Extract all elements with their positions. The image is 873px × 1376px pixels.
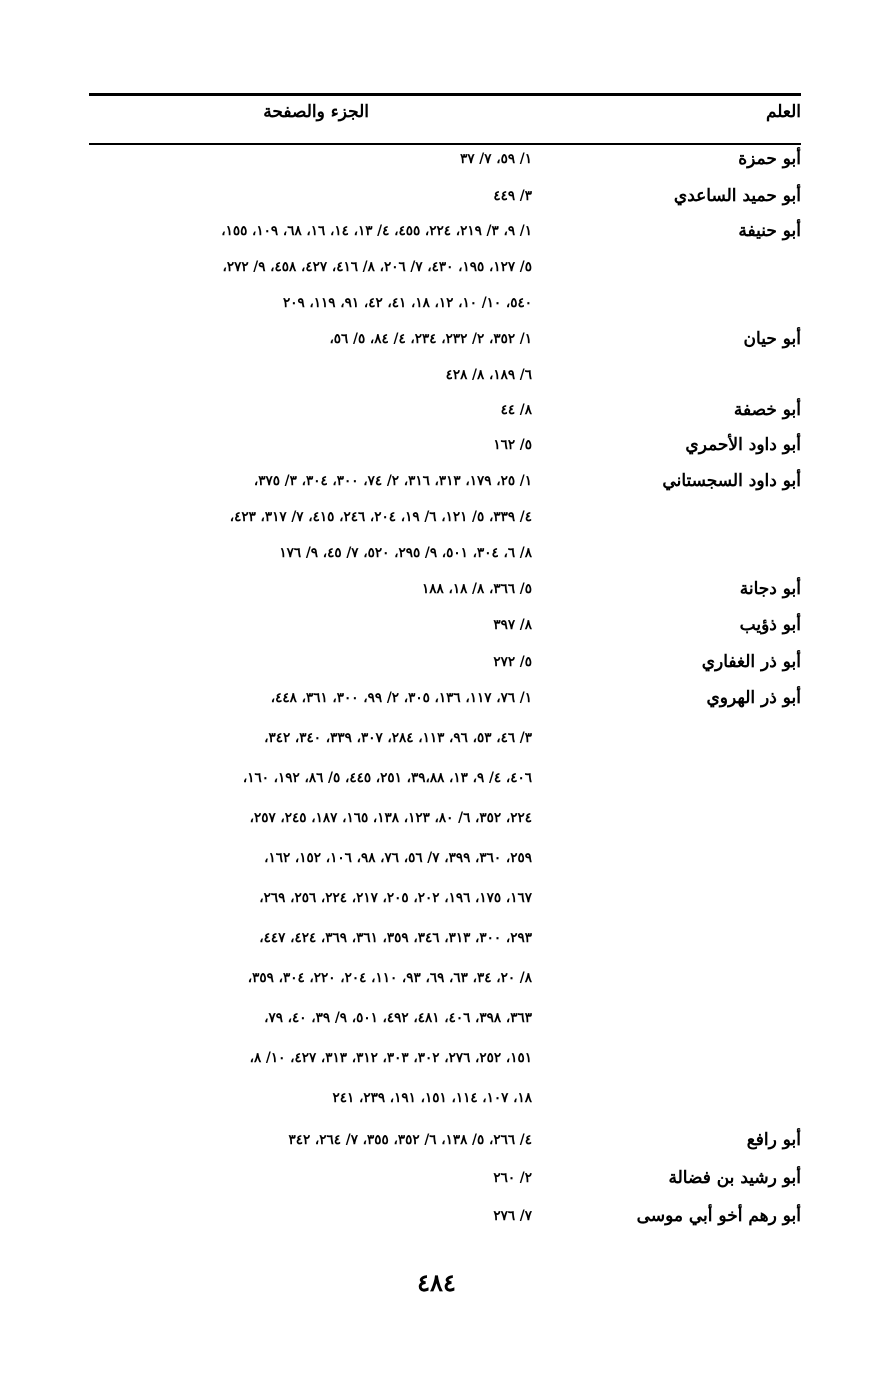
volume-page-refs: ٨/ ٤٤	[500, 402, 532, 418]
person-name: أبو حميد الساعدي	[673, 186, 801, 206]
table-row	[89, 1125, 801, 1155]
volume-page-refs: ٢/ ٢٦٠	[493, 1170, 532, 1186]
table-row	[89, 647, 801, 677]
person-name: أبو داود الأحمري	[685, 435, 801, 455]
person-name: أبو دجانة	[739, 579, 801, 599]
table-row	[89, 324, 801, 354]
table-row	[89, 803, 801, 833]
volume-page-refs: ١/ ٩، ٣/ ٢١٩، ٢٢٤، ٤٥٥، ٤/ ١٣، ١٤، ١٦، ٦٨، ١٠٩، ١٥٥،	[221, 223, 532, 239]
table-row	[89, 883, 801, 913]
volume-page-refs: ٢٢٤، ٣٥٢، ٦/ ٨٠، ١٢٣، ١٣٨، ١٦٥، ١٨٧، ٢٤٥، ٢٥٧،	[249, 810, 532, 826]
table-row	[89, 288, 801, 318]
volume-page-refs: ١/ ٥٩، ٧/ ٣٧	[460, 151, 532, 167]
volume-page-refs: ١/ ٢٥، ١٧٩، ٣١٣، ٣١٦، ٢/ ٧٤، ٣٠٠، ٣٠٤، ٣/ ٣٧٥،	[253, 473, 532, 489]
person-name: أبو داود السجستاني	[662, 471, 801, 491]
person-name: أبو رافع	[746, 1130, 801, 1150]
table-row	[89, 181, 801, 211]
table-row	[89, 430, 801, 460]
person-name: أبو خصفة	[733, 400, 801, 420]
volume-page-refs: ٨/ ٢٠، ٣٤، ٦٣، ٦٩، ٩٣، ١١٠، ٢٠٤، ٢٢٠، ٣٠٤، ٣٥٩،	[247, 970, 532, 986]
volume-page-refs: ٣/ ٤٦، ٥٣، ٩٦، ١١٣، ٢٨٤، ٣٠٧، ٣٣٩، ٣٤٠، ٣٤٢،	[264, 730, 532, 746]
volume-page-refs: ٥/ ١٦٢	[493, 437, 532, 453]
volume-page-refs: ٣/ ٤٤٩	[493, 188, 532, 204]
table-row	[89, 574, 801, 604]
volume-page-refs: ٥/ ٢٧٢	[493, 654, 532, 670]
table-row	[89, 1083, 801, 1113]
table-row	[89, 923, 801, 953]
volume-page-refs: ٨/ ٦، ٣٠٤، ٥٠١، ٩/ ٢٩٥، ٥٢٠، ٧/ ٤٥، ٩/ ١٧٦	[279, 545, 532, 561]
person-name: أبو حيان	[743, 329, 801, 349]
table-row	[89, 252, 801, 282]
volume-page-refs: ٤/ ٢٦٦، ٥/ ١٣٨، ٦/ ٣٥٢، ٣٥٥، ٧/ ٢٦٤، ٣٤٢	[288, 1132, 532, 1148]
volume-page-refs: ٦/ ١٨٩، ٨/ ٤٢٨	[445, 367, 532, 383]
volume-page-refs: ٤٠٦، ٤/ ٩، ١٣، ٣٩،٨٨، ٢٥١، ٤٤٥، ٥/ ٨٦، ١٩٢، ١٦٠،	[242, 770, 532, 786]
table-row	[89, 1043, 801, 1073]
table-row	[89, 763, 801, 793]
volume-page-refs: ١٦٧، ١٧٥، ١٩٦، ٢٠٢، ٢٠٥، ٢١٧، ٢٢٤، ٢٥٦، ٢٦٩،	[259, 890, 532, 906]
table-row	[89, 963, 801, 993]
table-row	[89, 843, 801, 873]
person-name: أبو ذر الهروي	[706, 688, 801, 708]
table-row	[89, 144, 801, 174]
volume-page-refs: ٥/ ١٢٧، ١٩٥، ٤٣٠، ٧/ ٢٠٦، ٨/ ٤١٦، ٤٢٧، ٤٥٨، ٩/ ٢٧٢،	[222, 259, 532, 275]
volume-page-refs: ٧/ ٢٧٦	[493, 1208, 532, 1224]
volume-page-refs: ٢٥٩، ٣٦٠، ٣٩٩، ٧/ ٥٦، ٧٦، ٩٨، ١٠٦، ١٥٢، ١٦٢،	[264, 850, 532, 866]
person-name: أبو رهم أخو أبي موسى	[636, 1206, 801, 1226]
person-name: أبو ذر الغفاري	[701, 652, 801, 672]
table-row	[89, 610, 801, 640]
person-name: أبو ذؤيب	[739, 615, 801, 635]
table-row	[89, 360, 801, 390]
table-row	[89, 395, 801, 425]
volume-page-refs: ٨/ ٣٩٧	[493, 617, 532, 633]
person-name: أبو رشيد بن فضالة	[668, 1168, 801, 1188]
table-row	[89, 723, 801, 753]
volume-page-refs: ٢٩٣، ٣٠٠، ٣١٣، ٣٤٦، ٣٥٩، ٣٦١، ٣٦٩، ٤٢٤، ٤٤٧،	[259, 930, 532, 946]
volume-page-refs: ١٥١، ٢٥٢، ٢٧٦، ٣٠٢، ٣٠٣، ٣١٢، ٣١٣، ٤٢٧، ١٠/ ٨،	[249, 1050, 532, 1066]
volume-page-refs: ٤/ ٣٣٩، ٥/ ١٢١، ٦/ ١٩، ٢٠٤، ٢٤٦، ٤١٥، ٧/ ٣١٧، ٤٢٣،	[229, 509, 532, 525]
header-name-column: العلم	[765, 102, 801, 122]
volume-page-refs: ٥/ ٣٦٦، ٨/ ١٨، ١٨٨	[422, 581, 532, 597]
table-row	[89, 466, 801, 496]
person-name: أبو حنيفة	[738, 221, 801, 241]
person-name: أبو حمزة	[738, 149, 801, 169]
volume-page-refs: ٣٦٣، ٣٩٨، ٤٠٦، ٤٨١، ٤٩٢، ٥٠١، ٩/ ٣٩، ٤٠، ٧٩،	[264, 1010, 532, 1026]
table-row	[89, 502, 801, 532]
header-ref-column: الجزء والصفحة	[263, 102, 369, 122]
table-row	[89, 216, 801, 246]
volume-page-refs: ١٨، ١٠٧، ١١٤، ١٥١، ١٩١، ٢٣٩، ٢٤١	[332, 1090, 532, 1106]
volume-page-refs: ١/ ٧٦، ١١٧، ١٣٦، ٣٠٥، ٢/ ٩٩، ٣٠٠، ٣٦١، ٤٤٨،	[270, 690, 532, 706]
top-rule	[89, 93, 801, 96]
volume-page-refs: ١/ ٣٥٢، ٢/ ٢٣٢، ٢٣٤، ٤/ ٨٤، ٥/ ٥٦،	[329, 331, 532, 347]
table-row	[89, 1163, 801, 1193]
table-row	[89, 683, 801, 713]
volume-page-refs: ٥٤٠، ١٠/ ١٠، ١٢، ١٨، ٤١، ٤٢، ٩١، ١١٩، ٢٠٩	[282, 295, 532, 311]
table-row	[89, 1201, 801, 1231]
table-row	[89, 538, 801, 568]
table-row	[89, 1003, 801, 1033]
page-number: ٤٨٤	[417, 1268, 456, 1297]
